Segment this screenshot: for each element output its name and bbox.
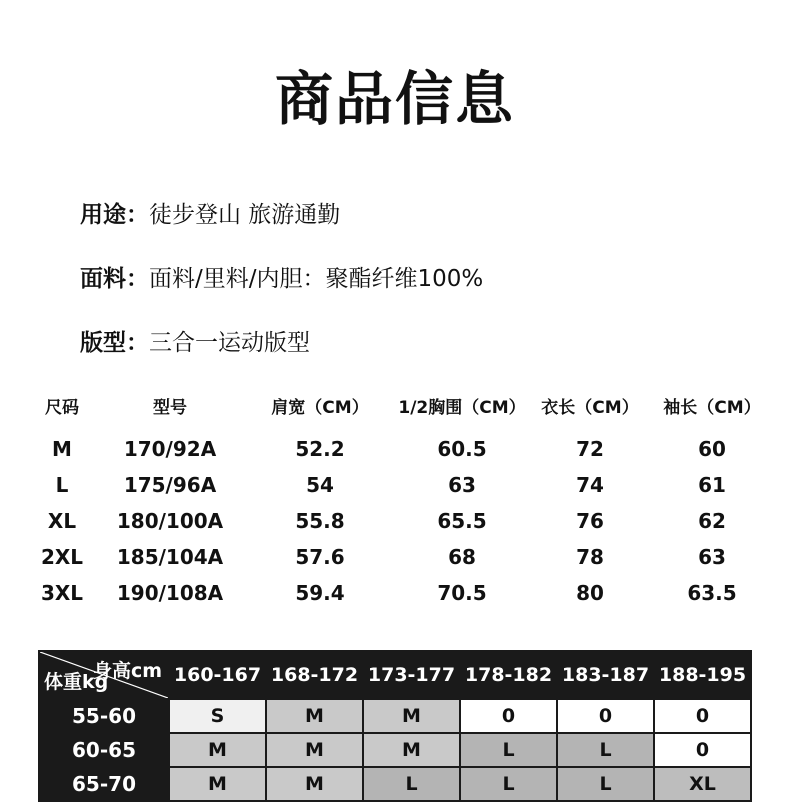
- height-range-header: 188-195: [654, 651, 751, 699]
- size-cell: 0: [460, 699, 557, 733]
- size-cell: L: [557, 733, 654, 767]
- size-cell: 0: [557, 699, 654, 733]
- size-cell: M: [363, 699, 460, 733]
- spec-cell: 52.2: [295, 437, 345, 461]
- size-grid-row: [39, 733, 751, 767]
- corner-height-label: 身高cm: [92, 660, 162, 682]
- info-usage-key: 用途：: [80, 202, 149, 228]
- info-fabric-value: 面料/里料/内胆：聚酯纤维100%: [149, 266, 484, 292]
- size-cell: M: [169, 733, 266, 767]
- height-range-header: 160-167: [169, 651, 266, 699]
- spec-cell: 63: [698, 545, 726, 569]
- spec-cell: 63.5: [687, 581, 737, 605]
- spec-cell: 2XL: [40, 545, 84, 569]
- size-cell: M: [266, 699, 363, 733]
- info-fabric-key: 面料：: [80, 266, 149, 292]
- size-cell: L: [460, 733, 557, 767]
- spec-header: 尺码: [45, 398, 79, 418]
- spec-cell: 62: [698, 509, 726, 533]
- spec-cell: 76: [576, 509, 604, 533]
- height-range-header: 183-187: [557, 651, 654, 699]
- spec-cell: M: [52, 437, 72, 461]
- spec-cell: 180/100A: [116, 509, 224, 533]
- spec-cell: 60: [698, 437, 726, 461]
- height-range-header: 178-182: [460, 651, 557, 699]
- weight-range-label: 65-70: [39, 767, 169, 801]
- info-fit: [80, 324, 310, 357]
- info-fit-key: 版型：: [80, 330, 149, 356]
- corner-weight-label: 体重kg: [44, 671, 109, 693]
- size-grid-corner: [39, 651, 169, 699]
- spec-header: 型号: [153, 398, 187, 418]
- weight-range-label: 55-60: [39, 699, 169, 733]
- spec-header: 袖长（CM）: [663, 398, 761, 418]
- size-cell: M: [266, 733, 363, 767]
- spec-cell: 70.5: [437, 581, 487, 605]
- size-grid-header-row: [39, 651, 751, 699]
- spec-cell: 78: [576, 545, 604, 569]
- size-cell: 0: [654, 699, 751, 733]
- size-cell: XL: [654, 767, 751, 801]
- spec-cell: 175/96A: [123, 473, 217, 497]
- size-cell: M: [363, 733, 460, 767]
- spec-cell: 63: [448, 473, 476, 497]
- size-cell: M: [169, 767, 266, 801]
- spec-cell: 72: [576, 437, 604, 461]
- spec-cell: 68: [448, 545, 476, 569]
- info-fabric: [80, 260, 483, 293]
- spec-cell: 65.5: [437, 509, 487, 533]
- weight-range-label: 60-65: [39, 733, 169, 767]
- size-grid-row: [39, 767, 751, 801]
- spec-cell: 80: [576, 581, 604, 605]
- spec-cell: 59.4: [295, 581, 345, 605]
- size-cell: S: [169, 699, 266, 733]
- size-cell: 0: [654, 733, 751, 767]
- spec-cell: 61: [698, 473, 726, 497]
- size-recommendation-table: [38, 650, 752, 802]
- spec-cell: 60.5: [437, 437, 487, 461]
- spec-header: 肩宽（CM）: [271, 398, 369, 418]
- info-fit-value: 三合一运动版型: [149, 330, 310, 356]
- spec-cell: 54: [306, 473, 334, 497]
- spec-header: 1/2胸围（CM）: [398, 398, 526, 418]
- size-grid-row: [39, 699, 751, 733]
- info-usage: [80, 196, 340, 229]
- size-cell: L: [363, 767, 460, 801]
- spec-cell: 57.6: [295, 545, 345, 569]
- spec-header: 衣长（CM）: [541, 398, 639, 418]
- spec-cell: 170/92A: [123, 437, 217, 461]
- spec-cell: 74: [576, 473, 604, 497]
- height-range-header: 168-172: [266, 651, 363, 699]
- info-usage-value: 徒步登山 旅游通勤: [149, 202, 341, 228]
- spec-cell: 3XL: [40, 581, 84, 605]
- spec-cell: 55.8: [295, 509, 345, 533]
- spec-cell: 190/108A: [116, 581, 224, 605]
- height-range-header: 173-177: [363, 651, 460, 699]
- size-cell: L: [557, 767, 654, 801]
- spec-cell: L: [55, 473, 69, 497]
- page-title: 商品信息: [274, 65, 515, 133]
- size-cell: M: [266, 767, 363, 801]
- spec-cell: XL: [47, 509, 77, 533]
- size-cell: L: [460, 767, 557, 801]
- spec-cell: 185/104A: [116, 545, 224, 569]
